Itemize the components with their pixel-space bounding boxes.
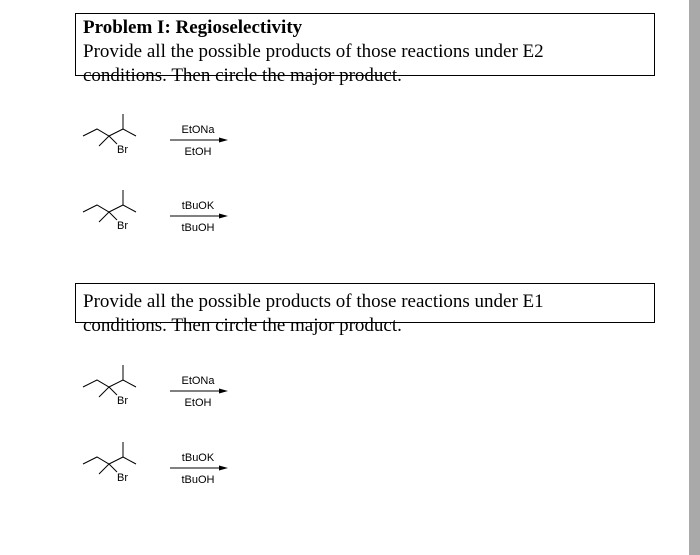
reagent-top: tBuOK [181,200,215,212]
problem-text-e2 [83,16,544,88]
arrow-head [219,214,228,219]
instruction-line-2: conditions. Then circle the major product. [83,315,402,336]
reaction-scheme [75,438,245,498]
substrate-skeleton [83,114,136,146]
instruction-line-2: conditions. Then circle the major product. [83,65,402,86]
reagent-bottom: tBuOH [181,222,215,234]
instruction-line-1: Provide all the possible products of those reactions under E2 [83,41,544,62]
reagent-bottom: EtOH [184,397,212,409]
arrow-head [219,389,228,394]
problem-text-e1 [83,290,544,338]
scrollbar-edge [689,0,700,555]
reaction-4 [75,438,245,498]
bromine-label: Br [117,472,128,484]
reaction-scheme [75,186,245,246]
reaction-scheme [75,110,245,170]
bromine-label: Br [117,395,128,407]
bromine-label: Br [117,220,128,232]
reaction-2 [75,186,245,246]
reaction-1 [75,110,245,170]
reagent-top: tBuOK [181,452,215,464]
substrate-skeleton [83,190,136,222]
problem-heading: Problem I: Regioselectivity [83,17,303,38]
reagent-top: EtONa [181,124,215,136]
reagent-bottom: tBuOH [181,474,215,486]
bromine-label: Br [117,144,128,156]
reagent-bottom: EtOH [184,146,212,158]
arrow-head [219,466,228,471]
arrow-head [219,138,228,143]
substrate-skeleton [83,442,136,474]
instruction-line-1: Provide all the possible products of those reactions under E1 [83,291,544,312]
substrate-skeleton [83,365,136,397]
reaction-scheme [75,361,245,421]
reagent-top: EtONa [181,375,215,387]
reaction-3 [75,361,245,421]
